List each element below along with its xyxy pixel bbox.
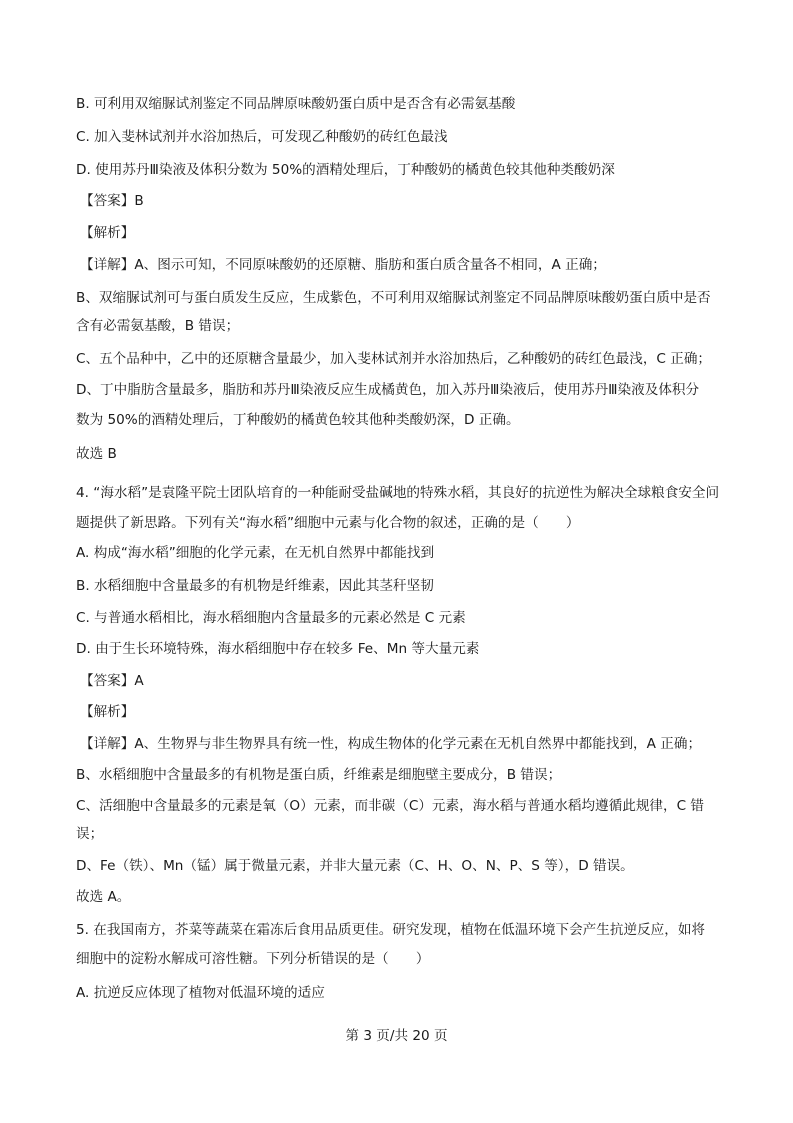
detail-d-q4: D、Fe（铁）、Mn（锰）属于微量元素，并非大量元素（C、H、O、N、P、S 等），D 错误。: [76, 858, 634, 874]
detail-b-q3-line1: B、双缩脲试剂可与蛋白质发生反应，生成紫色，不可利用双缩脲试剂鉴定不同品牌原味酸奶蛋白质中是否: [76, 290, 711, 306]
detail-c-q3: C、五个品种中，乙中的还原糖含量最少，加入斐林试剂并水浴加热后，乙种酸奶的砖红色最浅，C 正确；: [76, 351, 712, 367]
conclusion-q4: 故选 A。: [76, 889, 131, 905]
detail-a-q4: 【详解】A、生物界与非生物界具有统一性，构成生物体的化学元素在无机自然界中都能找到，A 正确；: [80, 736, 702, 752]
detail-c-q4-line2: 误；: [76, 826, 104, 842]
answer-label-q3: 【答案】B: [80, 193, 144, 209]
option-d-q4: D. 由于生长环境特殊，海水稻细胞中存在较多 Fe、Mn 等大量元素: [76, 641, 480, 657]
option-c-q3: C. 加入斐林试剂并水浴加热后，可发现乙种酸奶的砖红色最浅: [76, 129, 448, 145]
option-a-q4: A. 构成“海水稻”细胞的化学元素，在无机自然界中都能找到: [76, 545, 435, 561]
detail-b-q3-line2: 含有必需氨基酸，B 错误；: [76, 318, 240, 334]
analysis-label-q3: 【解析】: [80, 225, 135, 241]
detail-b-q4: B、水稻细胞中含量最多的有机物是蛋白质，纤维素是细胞壁主要成分，B 错误；: [76, 767, 562, 783]
page-number-footer: 第 3 页/共 20 页: [345, 1028, 448, 1044]
question-5-stem-line2: 细胞中的淀粉水解成可溶性糖。下列分析错误的是（ ）: [76, 951, 430, 967]
option-c-q4: C. 与普通水稻相比，海水稻细胞内含量最多的元素必然是 C 元素: [76, 610, 466, 626]
option-d-q3: D. 使用苏丹Ⅲ染液及体积分数为 50%的酒精处理后，丁种酸奶的橘黄色较其他种类酸奶深: [76, 162, 615, 178]
option-a-q5: A. 抗逆反应体现了植物对低温环境的适应: [76, 985, 325, 1001]
conclusion-q3: 故选 B: [76, 446, 117, 462]
detail-a-q3: 【详解】A、图示可知，不同原味酸奶的还原糖、脂肪和蛋白质含量各不相同，A 正确；: [80, 257, 606, 273]
question-4-stem-line2: 题提供了新思路。下列有关“海水稻”细胞中元素与化合物的叙述，正确的是（ ）: [76, 515, 580, 531]
question-4-stem-line1: 4. “海水稻”是袁隆平院士团队培育的一种能耐受盐碱地的特殊水稻，其良好的抗逆性为解决全球粮食安全问: [76, 485, 720, 501]
option-b-q4: B. 水稻细胞中含量最多的有机物是纤维素，因此其茎秆坚韧: [76, 578, 434, 594]
question-5-stem-line1: 5. 在我国南方，芥菜等蔬菜在霜冻后食用品质更佳。研究发现，植物在低温环境下会产生抗逆反应，如将: [76, 922, 706, 938]
detail-d-q3-line1: D、丁中脂肪含量最多，脂肪和苏丹Ⅲ染液反应生成橘黄色，加入苏丹Ⅲ染液后，使用苏丹Ⅲ染液及体积分: [76, 382, 700, 398]
option-b-q3: B. 可利用双缩脲试剂鉴定不同品牌原味酸奶蛋白质中是否含有必需氨基酸: [76, 96, 516, 112]
detail-d-q3-line2: 数为 50%的酒精处理后，丁种酸奶的橘黄色较其他种类酸奶深，D 正确。: [76, 412, 520, 428]
detail-c-q4-line1: C、活细胞中含量最多的元素是氧（O）元素，而非碳（C）元素，海水稻与普通水稻均遵循此规律，C 错: [76, 798, 705, 814]
answer-label-q4: 【答案】A: [80, 673, 144, 689]
analysis-label-q4: 【解析】: [80, 704, 135, 720]
